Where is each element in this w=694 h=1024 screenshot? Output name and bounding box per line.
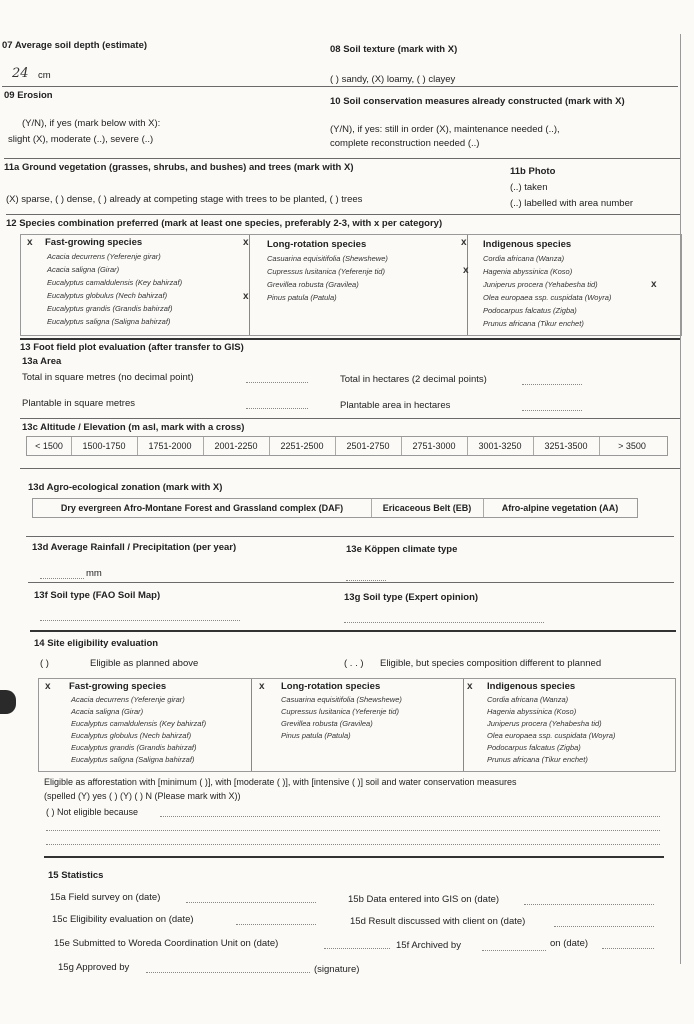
measures-line2: (spelled (Y) yes ( ) (Y) ( ) N (Please mark with X))	[44, 791, 241, 801]
gis-entry-label: 15b Data entered into GIS on (date)	[348, 894, 500, 905]
photo-labelled: (..) labelled with area number	[510, 198, 634, 209]
altitude-option[interactable]: 1500-1750	[71, 437, 138, 455]
altitude-option[interactable]: 1751-2000	[137, 437, 204, 455]
divider	[4, 158, 680, 159]
statistics-title: 15 Statistics	[48, 870, 104, 881]
long-species-item: Casuarina equisitifolia (Shewshewe)	[281, 695, 402, 704]
eligible-checkbox[interactable]: ( )	[40, 658, 49, 669]
area-title: 13a Area	[22, 356, 62, 367]
erosion-line1: (Y/N), if yes (mark below with X):	[22, 118, 161, 129]
indig-species-item: Hagenia abyssinica (Koso)	[483, 267, 573, 276]
total-sqm-label: Total in square metres (no decimal point)	[22, 372, 194, 383]
fast-species-item: Eucalyptus grandis (Grandis bahirzaf)	[47, 304, 173, 313]
altitude-option[interactable]: < 1500	[27, 437, 72, 455]
archived-date-label: on (date)	[550, 938, 589, 949]
indig-header: Indigenous species	[483, 239, 572, 250]
submitted-label: 15e Submitted to Woreda Coordination Unit on (date)	[54, 938, 279, 949]
indig-species-item: Hagenia abyssinica (Koso)	[487, 707, 577, 716]
fast-species-item: Acacia saligna (Girar)	[47, 265, 120, 274]
eligible-planned-label: Eligible as planned above	[90, 658, 199, 669]
total-ha-label: Total in hectares (2 decimal points)	[340, 374, 487, 385]
rainfall-unit: mm	[86, 568, 102, 579]
fast-species-item: Eucalyptus grandis (Grandis bahirzaf)	[71, 743, 197, 752]
long-header: Long-rotation species	[281, 681, 381, 692]
altitude-option[interactable]: 3001-3250	[467, 437, 534, 455]
fast-species-item: Eucalyptus saligna (Saligna bahirzaf)	[71, 755, 195, 764]
approved-label: 15g Approved by	[58, 962, 130, 973]
agro-zone-eb[interactable]: Ericaceous Belt (EB)	[371, 499, 484, 517]
eligible-different-checkbox[interactable]: ( . . )	[344, 658, 364, 669]
foot-field-title: 13 Foot field plot evaluation (after transfer to GIS)	[20, 342, 244, 353]
indig-species-item: Cordia africana (Wanza)	[483, 254, 565, 263]
indig-species-item: Prunus africana (Tikur enchet)	[487, 755, 588, 764]
altitude-options	[26, 436, 668, 456]
divider	[20, 418, 680, 419]
soil-texture-title: 08 Soil texture (mark with X)	[330, 44, 458, 55]
soil-depth-value: 24	[12, 66, 29, 81]
long-species-item: Pinus patula (Patula)	[281, 731, 351, 740]
agro-zone-daf[interactable]: Dry evergreen Afro-Montane Forest and Grassland complex (DAF)	[33, 499, 372, 517]
fast-header: Fast-growing species	[69, 681, 167, 692]
altitude-option[interactable]: 2501-2750	[335, 437, 402, 455]
indig-species-item: Cordia africana (Wanza)	[487, 695, 569, 704]
divider	[30, 630, 676, 632]
koppen-title: 13e Köppen climate type	[346, 544, 458, 555]
agro-title: 13d Agro-ecological zonation (mark with X)	[28, 482, 223, 493]
indig-species-item: Podocarpus falcatus (Zigba)	[483, 306, 577, 315]
altitude-option[interactable]: 2251-2500	[269, 437, 336, 455]
long-species-item: Grevillea robusta (Gravilea)	[267, 280, 359, 289]
divider	[44, 856, 664, 858]
soil-depth-unit: cm	[38, 70, 51, 81]
fast-species-item: Acacia saligna (Girar)	[71, 707, 144, 716]
long-species-item: Pinus patula (Patula)	[267, 293, 337, 302]
fast-species-item: Eucalyptus saligna (Saligna bahirzaf)	[47, 317, 171, 326]
long-header: Long-rotation species	[267, 239, 367, 250]
species-title: 12 Species combination preferred (mark at least one species, preferably 2-3, with x per category)	[6, 218, 443, 229]
species-table: x Fast-growing species x Long-rotation species x Indigenous species Acacia decurrens (Yeferenje girar) Acacia saligna (Girar) Eucalyptus camaldulensis (Key bahirzaf) Eucalyptus globulus (Nech bahirzaf) Eucalyptus grandis (Grandis bahirzaf) Eucalyptus saligna (Saligna bahirzaf) Casuarina equisitifolia (Shewshewe) Cupressus lusitanica (Yeferenje tid) Grevillea robusta (Gravilea) Pinus patula (Patula) x Cordia africana (Wanza) Hagenia abyssinica (Koso) Juniperus procera (Yehabesha tid) Olea europaea ssp. cuspidata (Woyra) Podocarpus falcatus (Zigba) Prunus africana (Tikur enchet) x x	[20, 234, 682, 336]
indig-species-item: Olea europaea ssp. cuspidata (Woyra)	[483, 293, 612, 302]
fast-header: Fast-growing species	[45, 237, 143, 248]
agro-zones	[32, 498, 638, 518]
fast-species-item: Eucalyptus globulus (Nech bahirzaf)	[71, 731, 192, 740]
ground-vegetation-options: (X) sparse, ( ) dense, ( ) already at competing stage with trees to be planted, ( ) trees	[6, 194, 363, 205]
fast-species-item: Acacia decurrens (Yeferenje girar)	[71, 695, 185, 704]
plantable-sqm-label: Plantable in square metres	[22, 398, 136, 409]
conservation-title: 10 Soil conservation measures already constructed (mark with X)	[330, 96, 625, 107]
indig-species-item: Podocarpus falcatus (Zigba)	[487, 743, 581, 752]
signature-label: (signature)	[314, 964, 360, 975]
ground-vegetation-title: 11a Ground vegetation (grasses, shrubs, and bushes) and trees (mark with X)	[4, 162, 354, 173]
divider	[28, 582, 674, 583]
altitude-option[interactable]: 2751-3000	[401, 437, 468, 455]
long-species-item: Grevillea robusta (Gravilea)	[281, 719, 373, 728]
fast-species-item: Eucalyptus camaldulensis (Key bahirzaf)	[71, 719, 207, 728]
agro-zone-aa[interactable]: Afro-alpine vegetation (AA)	[501, 503, 619, 513]
field-survey-label: 15a Field survey on (date)	[50, 892, 161, 903]
indig-header: Indigenous species	[487, 681, 576, 692]
conservation-line2: complete reconstruction needed (..)	[330, 138, 480, 149]
erosion-line2: slight (X), moderate (..), severe (..)	[8, 134, 154, 145]
scan-shadow	[0, 690, 16, 714]
long-species-item: Cupressus lusitanica (Yeferenje tid)	[267, 267, 385, 276]
indig-species-item: Juniperus procera (Yehabesha tid)	[487, 719, 602, 728]
result-discussed-label: 15d Result discussed with client on (date)	[350, 916, 526, 927]
altitude-option[interactable]: 2001-2250	[203, 437, 270, 455]
indig-species-item: Olea europaea ssp. cuspidata (Woyra)	[487, 731, 616, 740]
altitude-title: 13c Altitude / Elevation (m asl, mark with a cross)	[22, 422, 245, 433]
indig-species-item: Juniperus procera (Yehabesha tid)	[483, 280, 598, 289]
divider	[20, 468, 680, 469]
fast-species-item: Eucalyptus camaldulensis (Key bahirzaf)	[47, 278, 183, 287]
soil-texture-options: ( ) sandy, (X) loamy, ( ) clayey	[330, 74, 456, 85]
soil-depth-title: 07 Average soil depth (estimate)	[2, 40, 148, 51]
fast-species-item: Acacia decurrens (Yeferenje girar)	[47, 252, 161, 261]
eligible-different-label: Eligible, but species composition different to planned	[380, 658, 602, 669]
measures-line1: Eligible as afforestation with [minimum ( )], with [moderate ( )], with [intensive ( )] soil and water conservation measures	[44, 777, 517, 787]
rainfall-title: 13d Average Rainfall / Precipitation (per year)	[32, 542, 237, 553]
long-species-item: Cupressus lusitanica (Yeferenje tid)	[281, 707, 399, 716]
soil-expert-title: 13g Soil type (Expert opinion)	[344, 592, 479, 603]
altitude-option[interactable]: > 3500	[618, 441, 646, 451]
photo-title: 11b Photo	[510, 166, 556, 177]
eligibility-date-label: 15c Eligibility evaluation on (date)	[52, 914, 194, 925]
divider	[2, 86, 678, 87]
soil-fao-title: 13f Soil type (FAO Soil Map)	[34, 590, 161, 601]
not-eligible-label: ( ) Not eligible because	[46, 807, 139, 817]
fast-species-item: Eucalyptus globulus (Nech bahirzaf)	[47, 291, 168, 300]
conservation-line1: (Y/N), if yes: still in order (X), maintenance needed (..),	[330, 124, 560, 135]
archived-label: 15f Archived by	[396, 940, 461, 951]
plantable-ha-label: Plantable area in hectares	[340, 400, 451, 411]
divider	[20, 338, 680, 340]
divider	[6, 214, 680, 215]
long-species-item: Casuarina equisitifolia (Shewshewe)	[267, 254, 388, 263]
altitude-option[interactable]: 3251-3500	[533, 437, 600, 455]
form-right-border	[680, 34, 681, 964]
eligibility-title: 14 Site eligibility evaluation	[34, 638, 159, 649]
erosion-title: 09 Erosion	[4, 90, 53, 101]
photo-taken: (..) taken	[510, 182, 548, 193]
eligibility-species-table: x Fast-growing species x Long-rotation species x Indigenous species Acacia decurrens (Yeferenje girar) Acacia saligna (Girar) Eucalyptus camaldulensis (Key bahirzaf) Eucalyptus globulus (Nech bahirzaf) Eucalyptus grandis (Grandis bahirzaf) Eucalyptus saligna (Saligna bahirzaf) Casuarina equisitifolia (Shewshewe) Cupressus lusitanica (Yeferenje tid) Grevillea robusta (Gravilea) Pinus patula (Patula) Cordia africana (Wanza) Hagenia abyssinica (Koso) Juniperus procera (Yehabesha tid) Olea europaea ssp. cuspidata (Woyra) Podocarpus falcatus (Zigba) Prunus africana (Tikur enchet)	[38, 678, 676, 772]
divider	[26, 536, 674, 537]
indig-species-item: Prunus africana (Tikur enchet)	[483, 319, 584, 328]
